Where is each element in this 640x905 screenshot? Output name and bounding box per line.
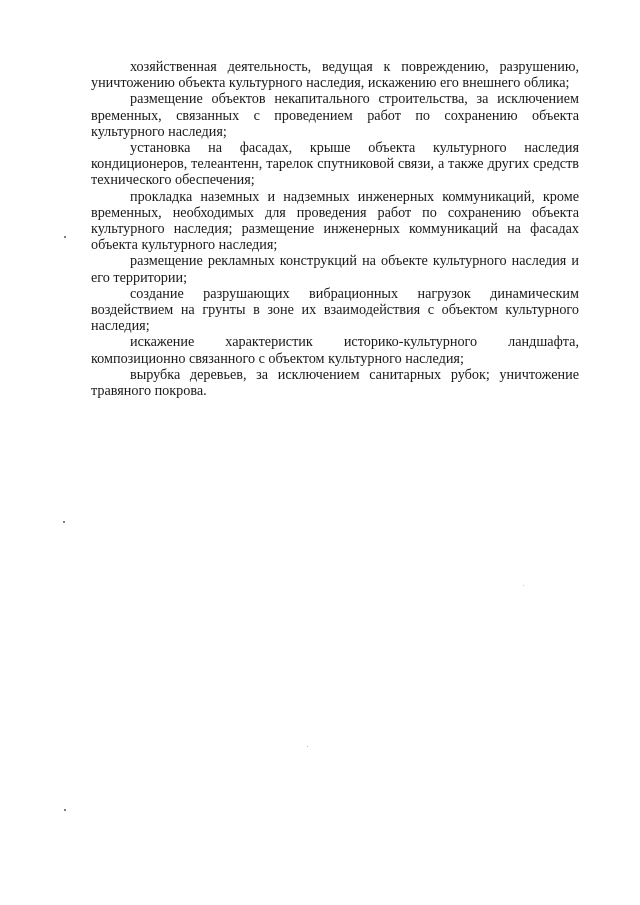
paragraph-5: размещение рекламных конструкций на объекте культурного наследия и его территории; [91, 253, 579, 286]
document-body [91, 59, 579, 399]
paragraph-4: прокладка наземных и надземных инженерных коммуникаций, кроме временных, необходимых для проведения работ по сохранению объекта культурного наследия; размещение инженерных коммуникаций на фасадах объекта культурного наследия; [91, 188, 579, 254]
paragraph-6: создание разрушающих вибрационных нагрузок динамическим воздействием на грунты в зоне их взаимодействия с объектом культурного наследия; [91, 285, 579, 335]
scan-speck [523, 585, 524, 586]
scan-speck [64, 809, 66, 811]
scan-speck [63, 521, 65, 523]
paragraph-8: вырубка деревьев, за исключением санитарных рубок; уничтожение травяного покрова. [91, 366, 579, 400]
scan-speck [64, 236, 66, 238]
paragraph-7: искажение характеристик историко-культурного ландшафта, композиционно связанного с объектом культурного наследия; [91, 334, 579, 367]
paragraph-2: размещение объектов некапитального строительства, за исключением временных, связанных с проведением работ по сохранению объекта культурного наследия; [91, 91, 579, 140]
scan-speck [307, 746, 308, 747]
paragraph-3: установка на фасадах, крыше объекта культурного наследия кондиционеров, телеантенн, тарелок спутниковой связи, а также других средств технического обеспечения; [91, 140, 579, 189]
paragraph-1: хозяйственная деятельность, ведущая к повреждению, разрушению, уничтожению объекта культурного наследия, искажению его внешнего облика; [91, 59, 579, 92]
